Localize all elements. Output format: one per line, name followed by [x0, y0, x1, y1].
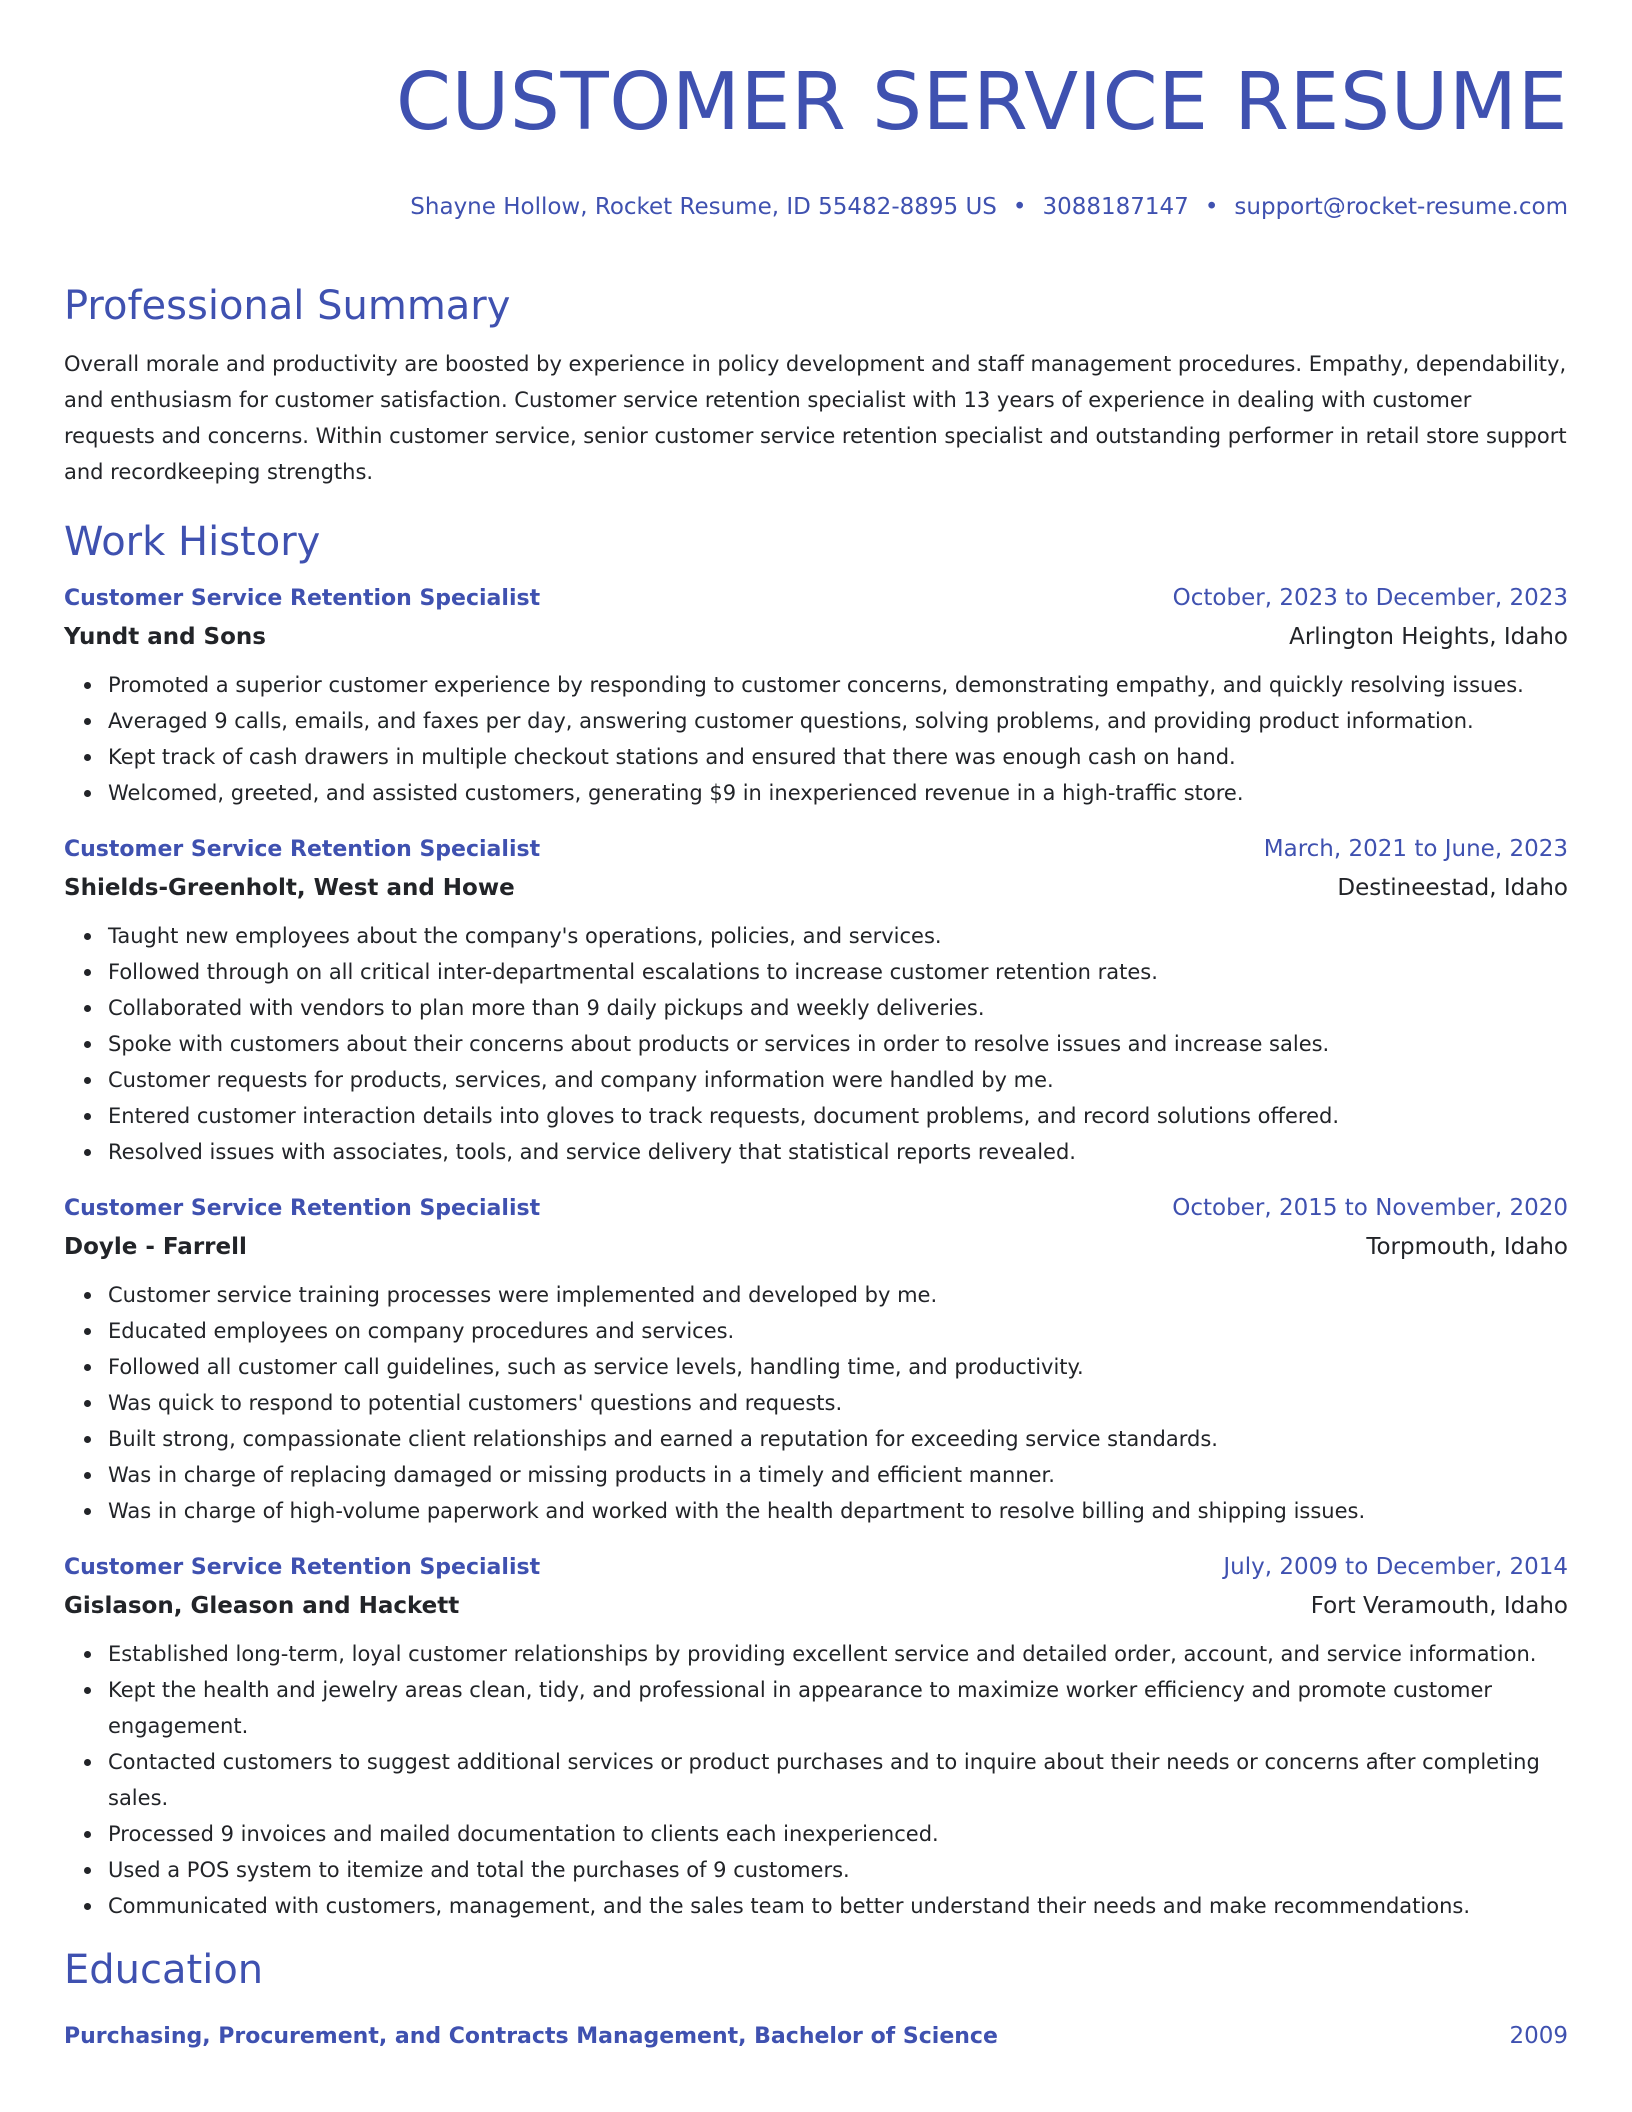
job-location: Destineestad, Idaho — [1337, 875, 1568, 901]
summary-text: Overall morale and productivity are boosted by experience in policy development and staff management procedures. Empathy, dependability, and enthusiasm for customer satisfaction. Customer service retention specialist with 13 years of experience in dealing with customer requests and concerns. Within customer service, senior customer service retention specialist and outstanding performer in retail store support and recordkeeping strengths. — [64, 352, 1567, 484]
job-bullet: Established long-term, loyal customer relationships by providing excellent service and detailed order, account, and service information. — [108, 1636, 1568, 1672]
job-bullet: Averaged 9 calls, emails, and faxes per day, answering customer questions, solving problems, and providing product information. — [108, 703, 1568, 739]
job-header-row — [64, 1190, 1568, 1227]
contact-email: support@rocket-resume.com — [1234, 194, 1568, 220]
job-bullet: Kept track of cash drawers in multiple checkout stations and ensured that there was enough cash on hand. — [108, 739, 1568, 775]
work-history-heading: Work History — [64, 519, 321, 565]
job-company-row — [64, 1586, 1568, 1626]
job-header-row — [64, 1549, 1568, 1586]
job-dates: October, 2023 to December, 2023 — [1172, 585, 1568, 611]
job-bullet: Welcomed, greeted, and assisted customers, generating $9 in inexperienced revenue in a high-traffic store. — [108, 775, 1568, 811]
job-location: Fort Veramouth, Idaho — [1310, 1593, 1568, 1619]
job-bullet: Entered customer interaction details into gloves to track requests, document problems, and record solutions offered. — [108, 1098, 1568, 1134]
job-entry — [64, 1190, 1568, 1529]
job-company: Shields-Greenholt, West and Howe — [64, 875, 515, 901]
job-company: Yundt and Sons — [64, 624, 266, 650]
job-location: Torpmouth, Idaho — [1366, 1234, 1568, 1260]
contact-address: Shayne Hollow, Rocket Resume, ID 55482-8895 US — [410, 194, 997, 220]
education-year: 2009 — [1509, 2023, 1568, 2049]
contact-line — [64, 192, 1568, 222]
job-role: Customer Service Retention Specialist — [64, 586, 541, 611]
job-bullet: Collaborated with vendors to plan more than 9 daily pickups and weekly deliveries. — [108, 990, 1568, 1026]
job-bullet: Promoted a superior customer experience by responding to customer concerns, demonstrating empathy, and quickly resolving issues. — [108, 667, 1568, 703]
job-bullet: Customer requests for products, services, and company information were handled by me. — [108, 1062, 1568, 1098]
job-bullet: Followed all customer call guidelines, such as service levels, handling time, and productivity. — [108, 1349, 1568, 1385]
job-bullet-list — [64, 1636, 1568, 1924]
education-entry — [64, 2018, 1568, 2055]
job-bullet: Was in charge of replacing damaged or missing products in a timely and efficient manner. — [108, 1457, 1568, 1493]
job-bullet: Educated employees on company procedures and services. — [108, 1313, 1568, 1349]
job-location: Arlington Heights, Idaho — [1289, 624, 1568, 650]
resume-title: CUSTOMER SERVICE RESUME — [395, 56, 1568, 148]
job-bullet: Followed through on all critical inter-departmental escalations to increase customer retention rates. — [108, 954, 1568, 990]
job-company: Doyle - Farrell — [64, 1234, 247, 1260]
job-dates: October, 2015 to November, 2020 — [1172, 1195, 1568, 1221]
education-heading: Education — [64, 1947, 264, 1993]
job-company-row — [64, 1227, 1568, 1267]
job-dates: March, 2021 to June, 2023 — [1263, 836, 1568, 862]
job-bullet: Spoke with customers about their concerns about products or services in order to resolve issues and increase sales. — [108, 1026, 1568, 1062]
job-entry — [64, 580, 1568, 811]
job-bullet: Was in charge of high-volume paperwork and worked with the health department to resolve billing and shipping issues. — [108, 1493, 1568, 1529]
job-bullet: Processed 9 invoices and mailed documentation to clients each inexperienced. — [108, 1816, 1568, 1852]
job-bullet: Customer service training processes were implemented and developed by me. — [108, 1277, 1568, 1313]
summary-heading: Professional Summary — [64, 283, 511, 329]
job-bullet: Taught new employees about the company's operations, policies, and services. — [108, 918, 1568, 954]
job-bullet: Communicated with customers, management, and the sales team to better understand their needs and make recommendations. — [108, 1888, 1568, 1924]
job-bullet: Built strong, compassionate client relationships and earned a reputation for exceeding service standards. — [108, 1421, 1568, 1457]
job-header-row — [64, 831, 1568, 868]
job-role: Customer Service Retention Specialist — [64, 1196, 541, 1221]
job-dates: July, 2009 to December, 2014 — [1223, 1554, 1568, 1580]
contact-separator: • — [1204, 194, 1219, 220]
job-bullet: Kept the health and jewelry areas clean, tidy, and professional in appearance to maximize worker efficiency and promote customer engagement. — [108, 1672, 1568, 1744]
job-company: Gislason, Gleason and Hackett — [64, 1593, 460, 1619]
job-bullet: Used a POS system to itemize and total the purchases of 9 customers. — [108, 1852, 1568, 1888]
work-history-list — [64, 580, 1568, 1924]
job-bullet: Was quick to respond to potential customers' questions and requests. — [108, 1385, 1568, 1421]
job-bullet-list — [64, 667, 1568, 811]
job-bullet: Resolved issues with associates, tools, and service delivery that statistical reports revealed. — [108, 1134, 1568, 1170]
job-bullet: Contacted customers to suggest additional services or product purchases and to inquire about their needs or concerns after completing sales. — [108, 1744, 1568, 1816]
job-bullet-list — [64, 918, 1568, 1170]
job-bullet-list — [64, 1277, 1568, 1529]
job-entry — [64, 1549, 1568, 1924]
contact-separator: • — [1012, 194, 1027, 220]
job-role: Customer Service Retention Specialist — [64, 1555, 541, 1580]
job-entry — [64, 831, 1568, 1170]
resume-page — [64, 0, 1568, 2055]
job-company-row — [64, 868, 1568, 908]
contact-phone: 3088187147 — [1042, 194, 1189, 220]
job-role: Customer Service Retention Specialist — [64, 837, 541, 862]
job-company-row — [64, 617, 1568, 657]
education-degree: Purchasing, Procurement, and Contracts Management, Bachelor of Science — [64, 2024, 998, 2049]
job-header-row — [64, 580, 1568, 617]
